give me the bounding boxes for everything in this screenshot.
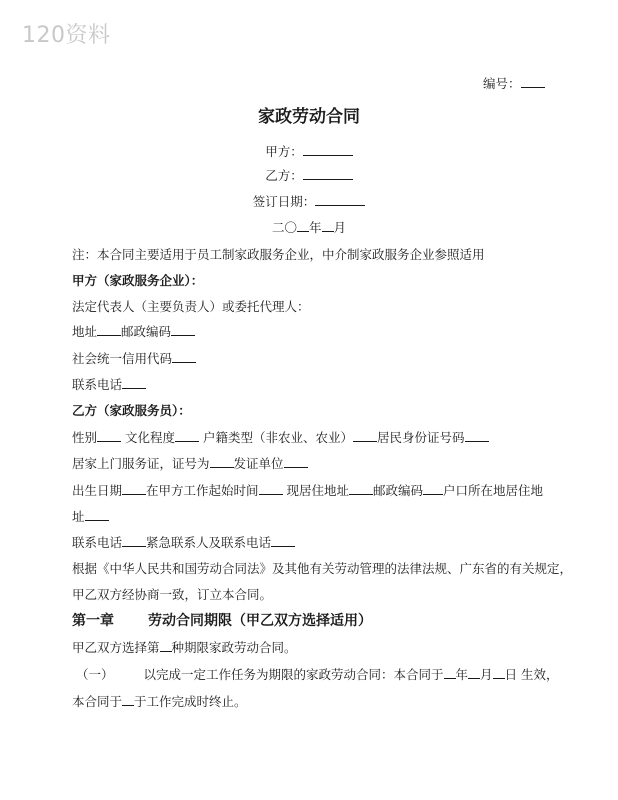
party-b-info-line1 [72, 428, 489, 446]
phone-blank [122, 377, 146, 389]
issuer-label: 发证单位 [233, 456, 284, 471]
serial-number-blank [521, 76, 545, 88]
hukou-type-label: 户籍类型（非农业、农业） [203, 430, 354, 445]
clause-end-suffix: 于工作完成时终止。 [134, 694, 247, 709]
clause-number: （一） [76, 667, 114, 682]
party-b-info-line5 [72, 533, 295, 551]
clause-day-label: 日 生效， [504, 667, 559, 682]
clause-month-blank [468, 667, 480, 679]
hukou-address-label: 户口所在地居住地 [443, 483, 544, 498]
party-a-heading: 甲方（家政服务企业）： [72, 273, 204, 288]
document-title: 家政劳动合同 [258, 107, 360, 127]
education-label: 文化程度 [125, 430, 176, 445]
month-label: 月 [333, 220, 347, 235]
hukou-type-blank [353, 430, 377, 442]
party-a-line [0, 142, 618, 160]
year-blank [297, 220, 309, 232]
hukou-address-blank [85, 509, 109, 521]
gender-blank [97, 430, 121, 442]
phone-line [72, 375, 146, 393]
legal-rep: 法定代表人（主要负责人）或委托代理人： [72, 299, 310, 314]
sign-date-line [0, 192, 618, 210]
clause-end-prefix: 本合同于 [72, 694, 123, 709]
current-address-label: 现居住地址 [286, 483, 350, 498]
current-address-blank [349, 483, 373, 495]
term-choice-line [72, 638, 297, 656]
date-line [0, 218, 618, 236]
clause-one-line [76, 665, 559, 683]
clause-one-end-line [72, 692, 247, 710]
id-number-label: 居民身份证号码 [377, 430, 465, 445]
clause-year-blank [444, 667, 456, 679]
emergency-contact-blank [271, 535, 295, 547]
birth-label: 出生日期 [72, 483, 123, 498]
clause-end-blank [122, 694, 134, 706]
issuer-blank [284, 456, 308, 468]
cert-blank [210, 456, 234, 468]
term-choice-suffix: 种期限家政劳动合同。 [171, 640, 297, 655]
hukou-address-end: 址 [72, 509, 85, 524]
serial-number-line [483, 74, 545, 92]
term-choice-blank [160, 640, 172, 652]
party-b-label: 乙方： [265, 168, 303, 183]
address-blank [97, 324, 121, 336]
clause-text: 以完成一定工作任务为期限的家政劳动合同：本合同于 [143, 667, 444, 682]
watermark: 120资料 [22, 23, 111, 48]
start-date-label: 在甲方工作起始时间 [146, 483, 259, 498]
start-date-blank [259, 483, 283, 495]
b-postcode-label: 邮政编码 [373, 483, 424, 498]
sign-date-label: 签订日期： [252, 194, 316, 209]
basis-line2: 甲乙双方经协商一致，订立本合同。 [72, 587, 273, 602]
chapter-title: 劳动合同期限（甲乙双方选择适用） [148, 613, 372, 629]
party-b-info-line3 [72, 481, 543, 499]
serial-number-label: 编号： [483, 76, 521, 91]
chapter-number: 第一章 [72, 613, 114, 629]
party-a-label: 甲方： [265, 144, 303, 159]
party-b-blank [303, 168, 353, 180]
id-number-blank [465, 430, 489, 442]
phone-label: 联系电话 [72, 377, 123, 392]
party-b-info-line4 [72, 507, 109, 525]
credit-code-label: 社会统一信用代码 [72, 351, 173, 366]
clause-day-blank [493, 667, 505, 679]
postcode-blank [171, 324, 195, 336]
party-b-heading: 乙方（家政服务员）： [72, 403, 191, 418]
emergency-contact-label: 紧急联系人及联系电话 [146, 535, 272, 550]
b-phone-label: 联系电话 [72, 535, 123, 550]
party-a-blank [303, 144, 353, 156]
credit-code-blank [172, 351, 196, 363]
b-phone-blank [122, 535, 146, 547]
month-blank [322, 220, 334, 232]
gender-label: 性别 [72, 430, 98, 445]
term-choice-prefix: 甲乙双方选择第 [72, 640, 160, 655]
address-line [72, 322, 195, 340]
note: 注：本合同主要适用于员工制家政服务企业，中介制家政服务企业参照适用 [72, 247, 485, 262]
sign-date-blank [315, 194, 365, 206]
party-b-info-line2 [72, 454, 308, 472]
address-label: 地址 [72, 324, 98, 339]
party-b-line [0, 166, 618, 184]
b-postcode-blank [423, 483, 443, 495]
chapter-heading [72, 610, 372, 630]
clause-month-label: 月 [480, 667, 493, 682]
cert-label: 居家上门服务证，证号为 [72, 456, 210, 471]
basis-line1: 根据《中华人民共和国劳动合同法》及其他有关劳动管理的法律法规、广东省的有关规定， [72, 561, 573, 576]
clause-year-label: 年 [455, 667, 469, 682]
birth-blank [122, 483, 146, 495]
postcode-label: 邮政编码 [121, 324, 172, 339]
year-label: 年 [308, 220, 322, 235]
credit-code-line [72, 349, 196, 367]
education-blank [175, 430, 199, 442]
date-prefix: 二〇 [271, 220, 297, 235]
